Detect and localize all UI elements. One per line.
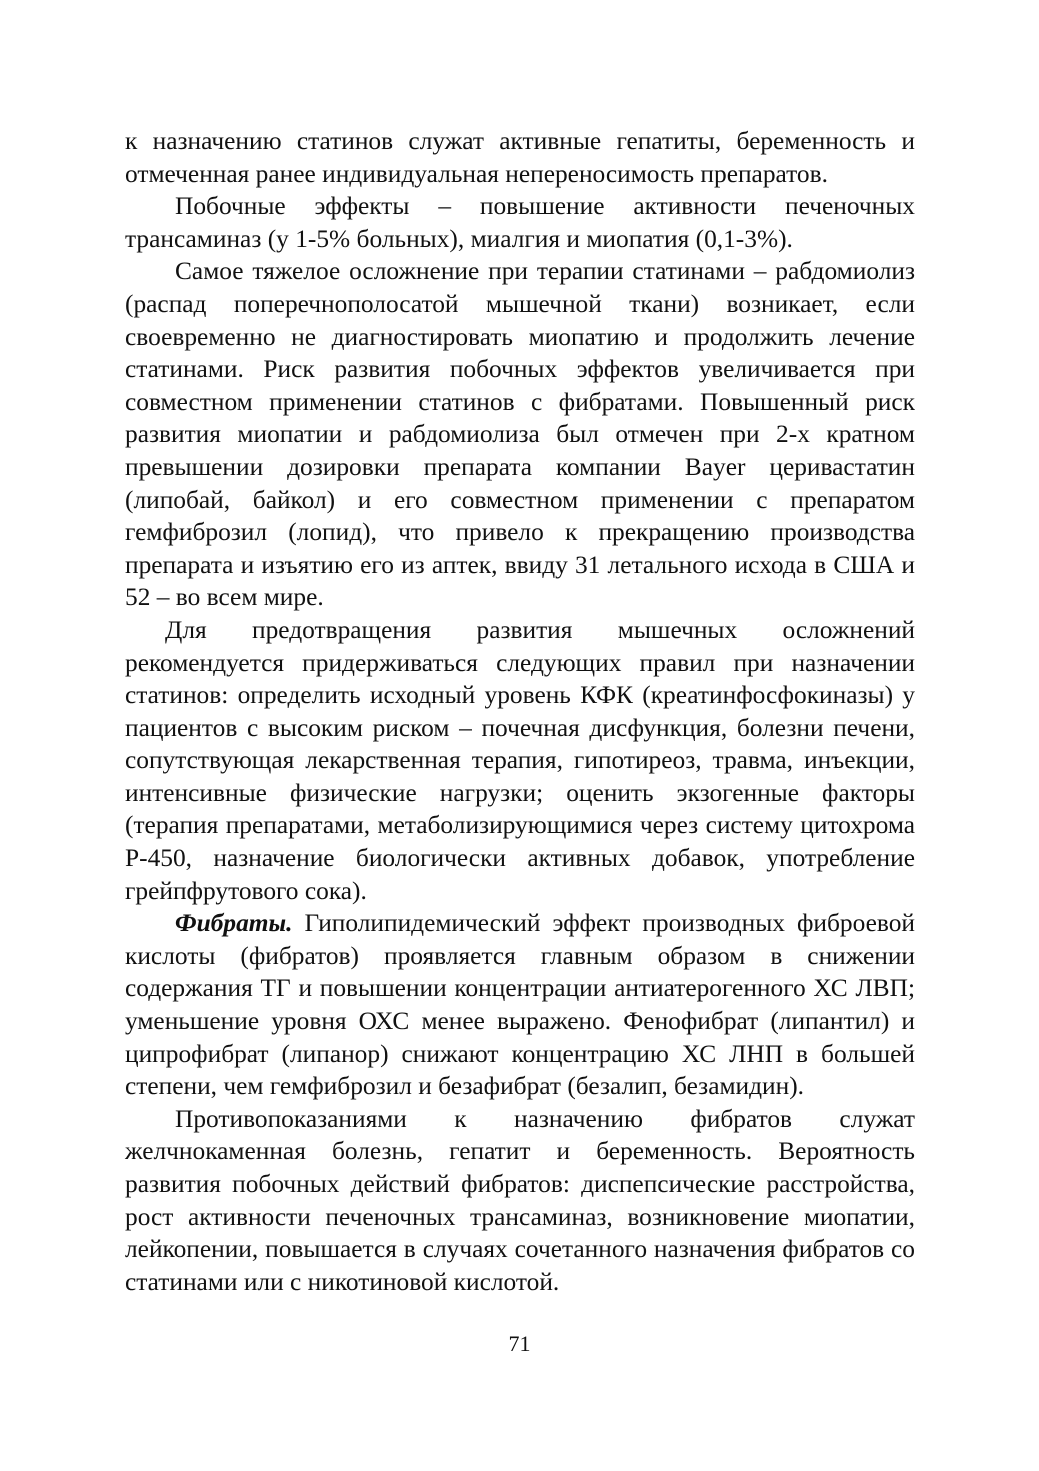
fibrates-heading: Фибраты. <box>175 909 293 938</box>
page-body <box>125 125 915 1298</box>
paragraph-side-effects: Побочные эффекты – повышение активности печеночных трансаминаз (у 1-5% больных), миалгия и миопатия (0,1-3%). <box>125 192 915 253</box>
paragraph-fibrates <box>125 907 915 1103</box>
paragraph-fibrate-contraindications: Противопоказаниями к назначению фибратов служат желчнокаменная болезнь, гепатит и беременность. Вероятность развития побочных действий фибратов: диспепсические расстройства, рост активности печеночных трансаминаз, возникновение миопатии, лейкопении, повышается в случаях сочетанного назначения фибратов со статинами или с никотиновой кислотой. <box>125 1104 915 1296</box>
paragraph-statin-contraindications-continued: к назначению статинов служат активные гепатиты, беременность и отмеченная ранее индивидуальная непереносимость препаратов. <box>125 127 915 188</box>
paragraph-rhabdomyolysis: Самое тяжелое осложнение при терапии статинами – рабдомиолиз (распад поперечнополосатой мышечной ткани) возникает, если своевременно не диагностировать миопатию и продолжить лечение статинами. Риск развития побочных эффектов увеличивается при совместном применении статинов с фибратами. Повышенный риск развития миопатии и рабдомиолиза был отмечен при 2-х кратном превышении дозировки препарата компании Bayer церивастатин (липобай, байкол) и его совместном применении с препаратом гемфиброзил (лопид), что привело к прекращению производства препарата и изъятию его из аптек, ввиду 31 летального исхода в США и 52 – во всем мире. <box>125 257 915 612</box>
fibrates-text: Гиполипидемический эффект производных фиброевой кислоты (фибратов) проявляется главным образом в снижении содержания ТГ и повышении концентрации антиатерогенного ХС ЛВП; уменьшение уровня ОХС менее выражено. Фенофибрат (липантил) и ципрофибрат (липанор) снижают концентрацию ХС ЛНП в большей степени, чем гемфиброзил и безафибрат (безалип, безамидин). <box>125 909 915 1101</box>
page-number: 71 <box>508 1331 531 1356</box>
paragraph-prevention-rules: Для предотвращения развития мышечных осложнений рекомендуется придерживаться следующих правил при назначении статинов: определить исходный уровень КФК (креатинфосфокиназы) у пациентов с высоким риском – почечная дисфункция, болезни печени, сопутствующая лекарственная терапия, гипотиреоз, травма, инъекции, интенсивные физические нагрузки; оценить экзогенные факторы (терапия препаратами, метаболизирующимися через систему цитохрома Р-450, назначение биологически активных добавок, употребление грейпфрутового сока). <box>125 615 915 905</box>
